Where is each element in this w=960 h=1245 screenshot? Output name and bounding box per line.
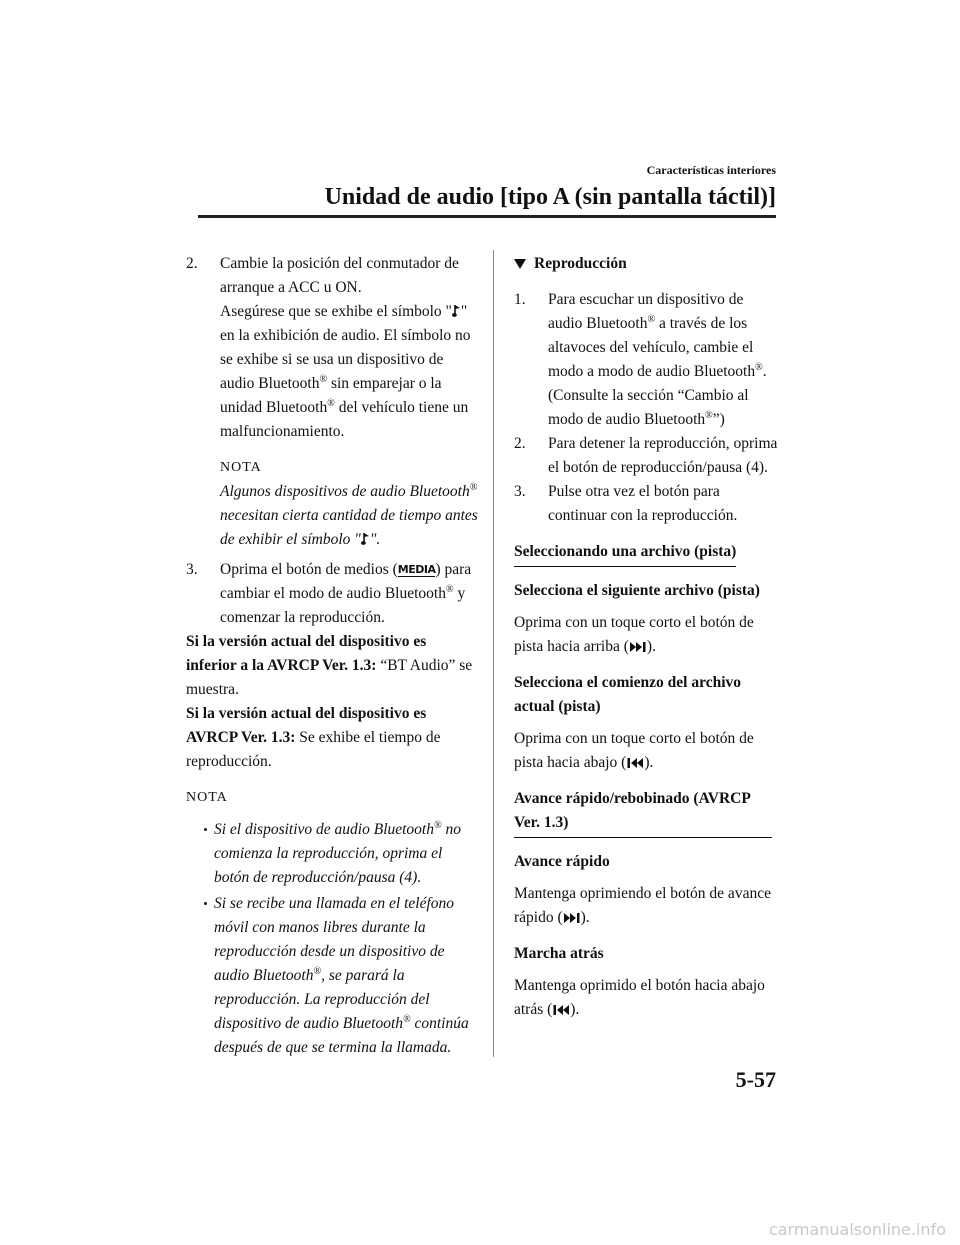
condition-paragraph-2: Si la versión actual del dispositivo es AVRCP Ver. 1.3: Se exhibe el tiempo de reproducción. [186,705,441,770]
step-3 [186,558,478,630]
subheading: Marcha atrás [514,945,604,962]
step-text: Para escuchar un dispositivo de audio Bluetooth® a través de los altavoces del vehículo, cambie el modo a modo de audio Bluetooth®. (Consulte la sección “Cambio al modo de audio Bluetooth®”) [548,291,767,428]
step-number: 3. [186,561,198,578]
step-number: 2. [514,435,526,452]
subheading: Avance rápido [514,853,610,870]
header-rule [198,215,776,218]
step-text: Oprima el botón de medios (MEDIA) para cambiar el modo de audio Bluetooth® y comenzar la reproducción. [220,561,472,626]
subheading: Selecciona el comienzo del archivo actual (pista) [514,674,741,715]
column-divider [493,250,494,1057]
note-bullet: Si el dispositivo de audio Bluetooth® no comienza la reproducción, oprima el botón de reproducción/pausa (4). [186,818,478,890]
subsection-heading: Seleccionando una archivo (pista) [514,540,736,567]
track-down-icon [626,757,644,769]
page-title: Unidad de audio [tipo A (sin pantalla táctil)] [324,184,776,210]
instruction-text: Mantenga oprimiendo el botón de avance rápido ( ). [514,885,771,926]
step-number: 3. [514,483,526,500]
note-box-2 [186,786,478,1060]
step-number: 2. [186,255,198,272]
note-bullet: Si se recibe una llamada en el teléfono móvil con manos libres durante la reproducción desde un dispositivo de audio Bluetooth®, se parará la reproducción. La reproducción del dispositivo de audio Bluetooth® continúa después de que se termina la llamada. [186,892,478,1060]
track-up-icon [629,641,647,653]
watermark: carmanualsonline.info [768,1220,946,1239]
step-text: Pulse otra vez el botón para continuar con la reproducción. [548,483,738,524]
instruction-text: Oprima con un toque corto el botón de pista hacia abajo ( ). [514,730,754,771]
note-text: Algunos dispositivos de audio Bluetooth® necesitan cierta cantidad de tiempo antes de exhibir el símbolo " ". [220,481,478,548]
music-note-icon [452,304,461,318]
media-button-icon: MEDIA [397,563,436,576]
track-up-icon [563,912,581,924]
condition-paragraph-1: Si la versión actual del dispositivo es inferior a la AVRCP Ver. 1.3: “BT Audio” se muestra. [186,633,473,698]
track-down-icon [552,1004,570,1016]
subheading: Selecciona el siguiente archivo (pista) [514,582,760,599]
step-text: Para detener la reproducción, oprima el botón de reproducción/pausa (4). [548,435,778,476]
left-column [186,252,478,1062]
triangle-marker-icon [514,259,526,269]
instruction-text: Mantenga oprimido el botón hacia abajo atrás ( ). [514,977,765,1018]
instruction-text: Oprima con un toque corto el botón de pista hacia arriba ( ). [514,614,754,655]
step-3 [514,480,780,528]
subsection-heading: Avance rápido/rebobinado (AVRCP Ver. 1.3) [514,787,772,838]
section-heading: Reproducción [514,252,780,276]
step-text-2: Asegúrese que se exhibe el símbolo " " en la exhibición de audio. El símbolo no se exhibe si se usa un dispositivo de audio Bluetooth® sin emparejar o la unidad Bluetooth® del vehículo tiene un malfuncionamiento. [220,303,471,440]
step-number: 1. [514,291,526,308]
note-box [220,456,478,552]
note-label: NOTA [220,460,262,475]
step-1 [514,288,780,432]
page-number: 5-57 [735,1067,776,1092]
note-label: NOTA [186,790,228,805]
header-section: Características interiores [646,163,776,177]
right-column [514,252,780,1022]
step-text: Cambie la posición del conmutador de arranque a ACC u ON. [220,255,459,296]
music-note-icon [361,532,370,546]
step-2 [514,432,780,480]
step-2 [186,252,478,558]
